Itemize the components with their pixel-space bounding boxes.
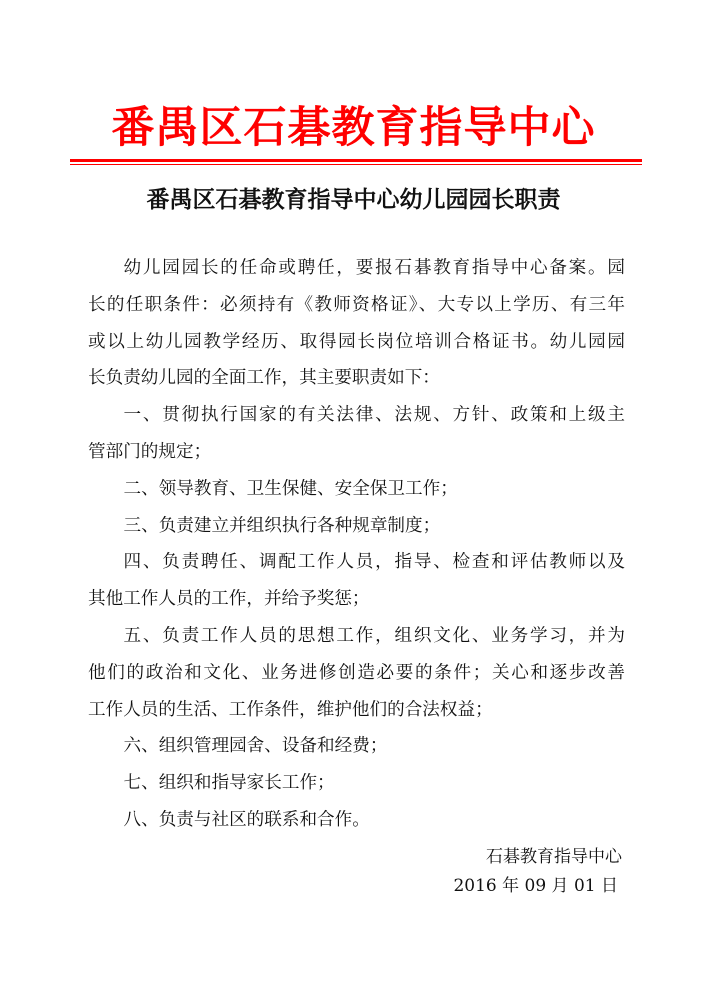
paragraph-line: 一、贯彻执行国家的有关法律、法规、方针、政策和上级主 — [123, 405, 625, 426]
letterhead-rule-thick — [70, 159, 642, 162]
paragraph-line: 幼儿园园长的任命或聘任，要报石碁教育指导中心备案。园 — [123, 258, 625, 278]
paragraph-line: 其他工作人员的工作，并给予奖惩； — [88, 589, 370, 610]
paragraph-line: 五、负责工作人员的思想工作，组织文化、业务学习，并为 — [123, 625, 625, 646]
paragraph-line: 六、组织管理园舍、设备和经费； — [123, 736, 388, 757]
paragraph — [88, 544, 625, 618]
paragraph — [88, 765, 625, 802]
paragraph-line: 八、负责与社区的联系和合作。 — [123, 809, 370, 830]
paragraph — [88, 250, 625, 397]
paragraph-line: 三、负责建立并组织执行各种规章制度； — [123, 515, 441, 536]
signature-date: 2016 年 09 月 01 日 — [453, 876, 618, 896]
paragraph-line: 他们的政治和文化、业务进修创造必要的条件；关心和逐步改善 — [88, 662, 625, 683]
paragraph — [88, 802, 625, 839]
paragraph-line: 长的任职条件：必须持有《教师资格证》、大专以上学历、有三年 — [88, 294, 625, 315]
letterhead-rule-thin — [70, 164, 642, 165]
paragraph-line: 管部门的规定； — [88, 441, 212, 462]
paragraph — [88, 728, 625, 765]
paragraph — [88, 397, 625, 471]
paragraph-line: 长负责幼儿园的全面工作，其主要职责如下： — [88, 368, 440, 389]
paragraph — [88, 508, 625, 545]
paragraph-line: 二、领导教育、卫生保健、安全保卫工作； — [123, 478, 458, 499]
paragraph-line: 四、负责聘任、调配工作人员，指导、检查和评估教师以及 — [123, 552, 625, 573]
signature-issuer: 石碁教育指导中心 — [486, 847, 622, 867]
paragraph — [88, 471, 625, 508]
paragraph-line: 七、组织和指导家长工作； — [123, 773, 335, 794]
paragraph-line: 工作人员的生活、工作条件，维护他们的合法权益； — [88, 699, 493, 720]
document-title: 番禺区石碁教育指导中心幼儿园园长职责 — [146, 187, 561, 213]
organization-letterhead: 番禺区石碁教育指导中心 — [111, 103, 596, 153]
document-body — [88, 250, 625, 839]
paragraph — [88, 618, 625, 728]
paragraph-line: 或以上幼儿园教学经历、取得园长岗位培训合格证书。幼儿园园 — [88, 331, 625, 352]
